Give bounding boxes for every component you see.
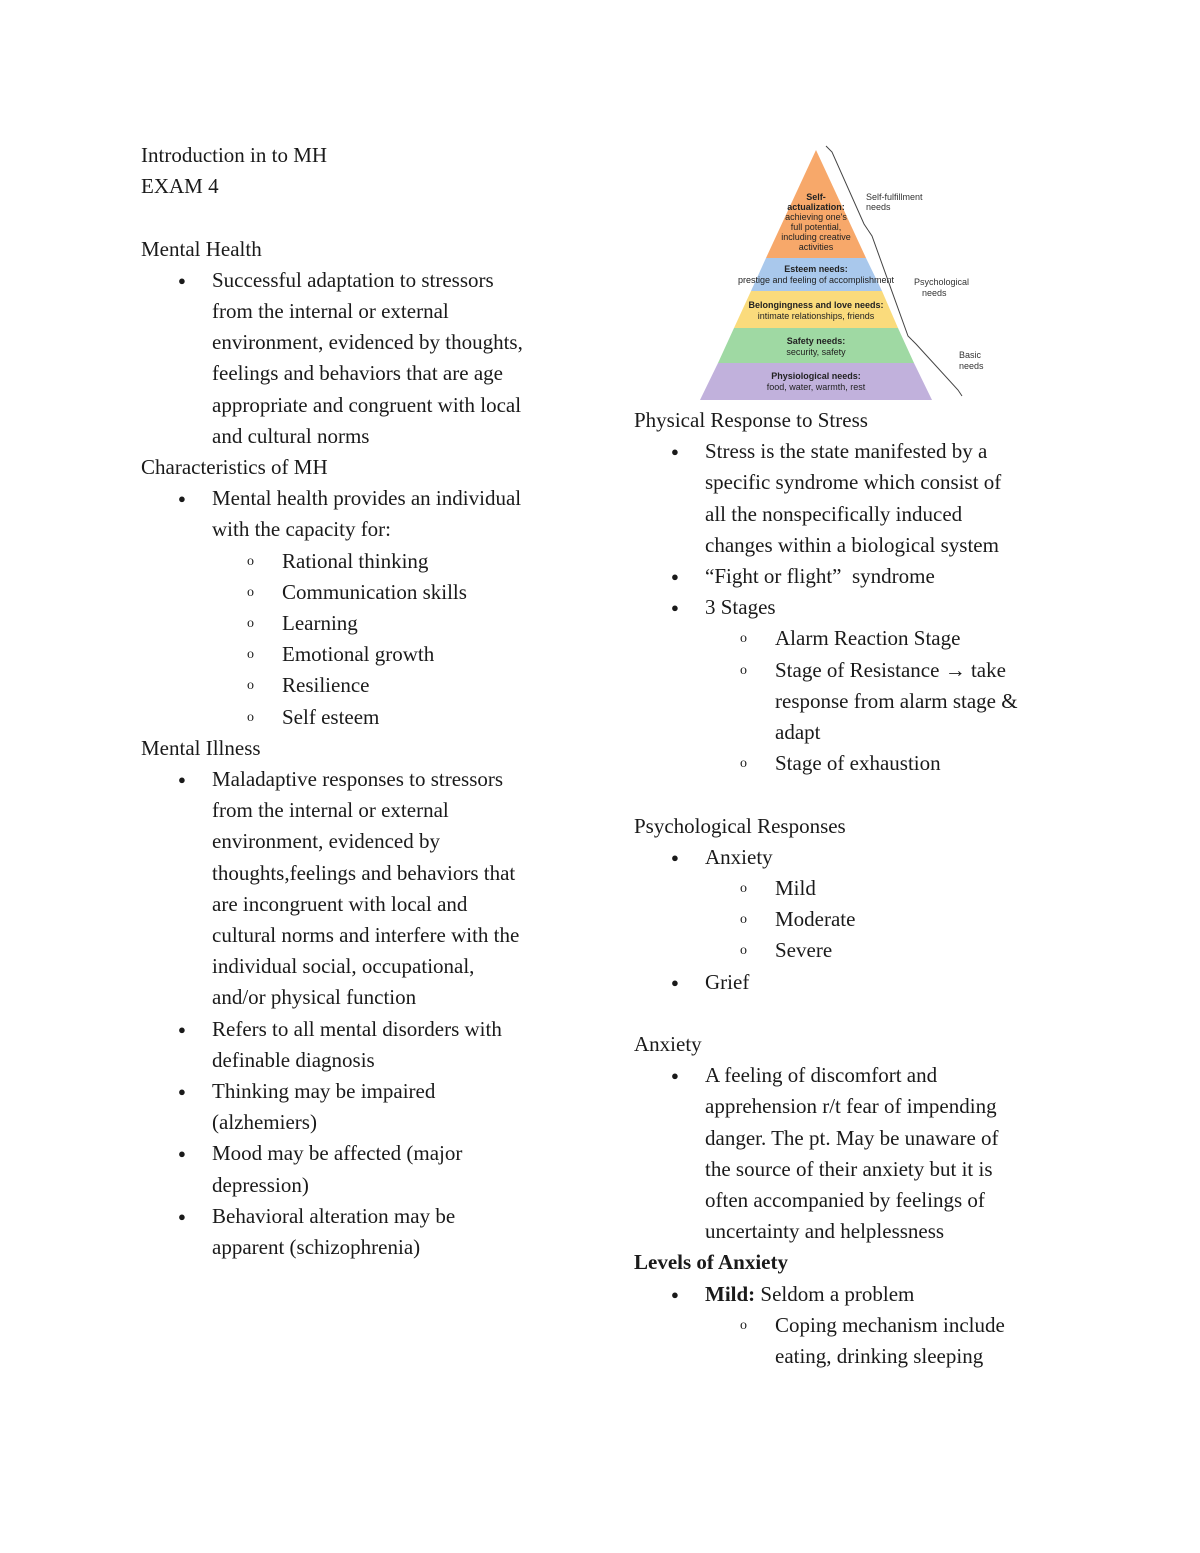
list-item-cont: apprehension r/t fear of impending — [705, 1094, 997, 1119]
tier-desc: security, safety — [786, 347, 846, 357]
circle-bullet-icon: o — [247, 553, 254, 569]
tier-desc: activities — [798, 242, 834, 252]
left-column — [141, 140, 581, 1263]
bullet-icon: ● — [178, 1021, 186, 1037]
tier-title: Safety needs: — [786, 336, 846, 346]
sub-list-item: o Alarm Reaction Stage — [634, 623, 1094, 654]
bullet-icon: ● — [671, 569, 679, 585]
tier-title: Belongingness and love needs: — [748, 300, 884, 310]
sub-list-item: o Stage of exhaustion — [634, 748, 1094, 779]
list-item: ● Successful adaptation to stressors — [141, 265, 581, 296]
tier-title: Esteem needs: — [784, 264, 848, 274]
sub-list-item: o Mild — [634, 873, 1094, 904]
list-item: ● A feeling of discomfort and — [634, 1060, 1094, 1091]
list-item: ● “Fight or flight” syndrome — [634, 561, 1094, 592]
maslow-pyramid — [644, 140, 1004, 405]
bullet-icon: ● — [178, 772, 186, 788]
exam-label: EXAM 4 — [141, 174, 219, 199]
bracket-label: Self-fulfillment — [866, 192, 923, 202]
list-item-cont: often accompanied by feelings of — [705, 1188, 985, 1213]
bullet-icon: ● — [671, 444, 679, 460]
list-item-cont: uncertainty and helplessness — [705, 1219, 945, 1244]
heading-levels-of-anxiety: Levels of Anxiety — [634, 1250, 788, 1275]
sub-list-item: o Stage of Resistance → take — [634, 655, 1094, 686]
sub-list-item: o Communication skills — [141, 577, 581, 608]
tier-desc: prestige and feeling of accomplishment — [737, 275, 895, 285]
circle-bullet-icon: o — [740, 662, 747, 678]
circle-bullet-icon: o — [740, 756, 747, 772]
sub-list-item: o Moderate — [634, 904, 1094, 935]
sub-list-item: o Rational thinking — [141, 546, 581, 577]
list-item: ● Mild: Seldom a problem — [634, 1279, 1094, 1310]
circle-bullet-icon: o — [247, 647, 254, 663]
circle-bullet-icon: o — [247, 709, 254, 725]
sub-list-item: o Severe — [634, 935, 1094, 966]
circle-bullet-icon: o — [740, 912, 747, 928]
list-item-cont: thoughts,feelings and behaviors that — [212, 860, 516, 885]
bracket-label: needs — [922, 288, 947, 298]
list-item-cont: appropriate and congruent with local — [212, 392, 522, 417]
heading-psychological-responses: Psychological Responses — [634, 813, 846, 838]
circle-bullet-icon: o — [247, 584, 254, 600]
list-item: ● 3 Stages — [634, 592, 1094, 623]
list-item-cont: the source of their anxiety but it is — [705, 1156, 993, 1181]
sub-list-item: o Emotional growth — [141, 639, 581, 670]
list-item: ● Mental health provides an individual — [141, 483, 581, 514]
list-item-cont: danger. The pt. May be unaware of — [705, 1125, 999, 1150]
bullet-icon: ● — [671, 1286, 679, 1302]
tier-title: actualization: — [787, 202, 845, 212]
list-item-cont: all the nonspecifically induced — [705, 501, 963, 526]
bullet-icon: ● — [178, 1084, 186, 1100]
tier-desc: full potential, — [790, 222, 842, 232]
bullet-icon: ● — [671, 1068, 679, 1084]
list-item-cont: are incongruent with local and — [212, 891, 468, 916]
list-item: ● Anxiety — [634, 842, 1094, 873]
sub-list-item-cont: response from alarm stage & — [775, 688, 1018, 713]
list-item: ● Thinking may be impaired — [141, 1076, 581, 1107]
list-item-cont: individual social, occupational, — [212, 954, 475, 979]
list-item-cont: (alzhemiers) — [212, 1110, 317, 1135]
bracket-label: Basic — [959, 350, 982, 360]
sub-list-item: o Learning — [141, 608, 581, 639]
list-item-cont: depression) — [212, 1172, 309, 1197]
circle-bullet-icon: o — [740, 881, 747, 897]
sub-list-item: o Coping mechanism include — [634, 1310, 1094, 1341]
list-item-cont: cultural norms and interfere with the — [212, 923, 520, 948]
bullet-icon: ● — [671, 600, 679, 616]
bullet-icon: ● — [671, 974, 679, 990]
list-item-cont: from the internal or external — [212, 798, 449, 823]
circle-bullet-icon: o — [740, 631, 747, 647]
circle-bullet-icon: o — [247, 678, 254, 694]
sub-list-item-cont: adapt — [775, 720, 821, 745]
tier-title: Self- — [806, 192, 826, 202]
list-item-cont: changes within a biological system — [705, 532, 999, 557]
list-item-cont: apparent (schizophrenia) — [212, 1235, 421, 1260]
tier-desc: food, water, warmth, rest — [766, 382, 866, 392]
bullet-icon: ● — [178, 272, 186, 288]
sub-list-item: o Self esteem — [141, 702, 581, 733]
list-item-cont: environment, evidenced by — [212, 829, 441, 854]
heading-physical-response: Physical Response to Stress — [634, 408, 868, 432]
circle-bullet-icon: o — [247, 616, 254, 632]
list-item: ● Mood may be affected (major — [141, 1138, 581, 1169]
list-item: ● Behavioral alteration may be — [141, 1201, 581, 1232]
bracket-label: needs — [866, 202, 891, 212]
tier-desc: including creative — [781, 232, 851, 242]
list-item-cont: with the capacity for: — [212, 517, 392, 542]
list-item: ● Stress is the state manifested by a — [634, 436, 1094, 467]
heading-mental-health: Mental Health — [141, 236, 262, 261]
list-item-cont: definable diagnosis — [212, 1047, 375, 1072]
list-item-cont: and cultural norms — [212, 423, 370, 448]
tier-desc: intimate relationships, friends — [757, 311, 875, 321]
circle-bullet-icon: o — [740, 1317, 747, 1333]
list-item-cont: environment, evidenced by thoughts, — [212, 330, 523, 355]
document-title: Introduction in to MH — [141, 143, 328, 167]
list-item-cont: specific syndrome which consist of — [705, 470, 1002, 495]
right-column — [634, 140, 1094, 1372]
list-item-cont: from the internal or external — [212, 299, 449, 323]
heading-characteristics: Characteristics of MH — [141, 455, 328, 480]
list-item: ● Maladaptive responses to stressors — [141, 764, 581, 795]
list-item: ● Grief — [634, 967, 1094, 998]
circle-bullet-icon: o — [740, 943, 747, 959]
sub-list-item-cont: eating, drinking sleeping — [775, 1344, 984, 1369]
bracket-label: Psychological — [914, 277, 970, 287]
bullet-icon: ● — [178, 1146, 186, 1162]
bullet-icon: ● — [178, 491, 186, 507]
list-item-cont: feelings and behaviors that are age — [212, 361, 503, 386]
bullet-icon: ● — [178, 1208, 186, 1224]
heading-anxiety: Anxiety — [634, 1032, 702, 1057]
bracket-label: needs — [959, 361, 984, 371]
heading-mental-illness: Mental Illness — [141, 735, 261, 760]
tier-title: Physiological needs: — [771, 371, 861, 381]
list-item-cont: and/or physical function — [212, 985, 417, 1010]
sub-list-item: o Resilience — [141, 670, 581, 701]
bullet-icon: ● — [671, 849, 679, 865]
tier-desc: achieving one's — [785, 212, 847, 222]
list-item: ● Refers to all mental disorders with — [141, 1014, 581, 1045]
